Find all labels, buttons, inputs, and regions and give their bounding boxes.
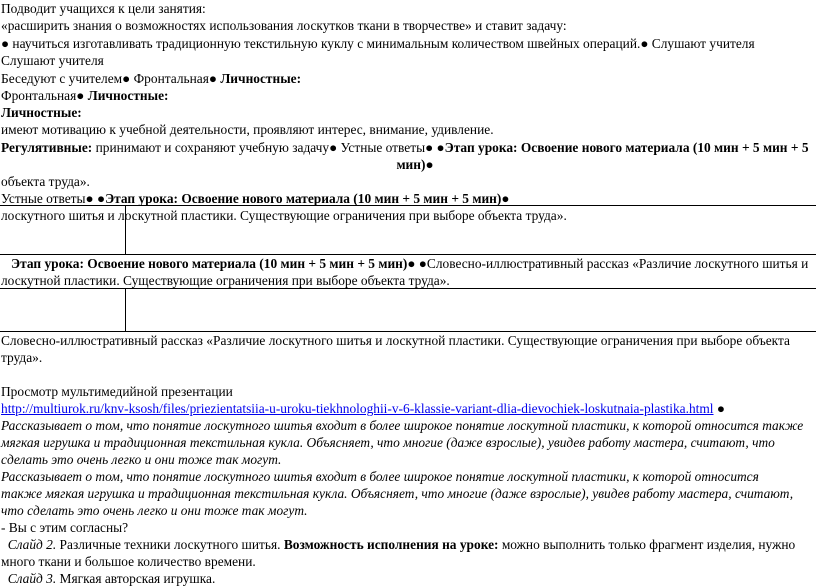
regulative-label: Регулятивные: [1, 140, 93, 155]
frontal-text: Фронтальная [1, 88, 77, 103]
presentation-link[interactable]: http://multiurok.ru/knv-ksosh/files/priezientatsiia-u-uroku-tiekhnologhii-v-6-klassie-variant-dlia-dievochiek-loskutnaia-plastika.html [1, 401, 714, 416]
line-frontal [1, 87, 168, 104]
task-students-listen: ● Слушают учителя [640, 36, 755, 51]
regulative-bullets: ● ● [425, 140, 445, 155]
slide-2-label: Слайд 2. [7, 537, 57, 552]
stage-story-bullets: ● ● [407, 256, 427, 271]
tells-5-text: также мягкая игрушка и традиционная текстильная кукла. Объясняет, что многие (даже взрослые), увидев работу мастера, считают, [1, 486, 794, 501]
talk-bullet: ● [208, 71, 221, 86]
talk-frontal: ● Фронтальная [122, 71, 209, 86]
tells-3-text: сделать это очень легко и они тоже так могут. [1, 452, 282, 467]
line-patchwork: лоскутного шитья и лоскутной пластики. Существующие ограничения при выборе объекта труда». [1, 208, 567, 223]
line-tells-3 [1, 451, 281, 468]
line-tells-2 [1, 434, 775, 451]
line-goal-quote: «расширить знания о возможностях использования лоскутков ткани в творчестве» и ставит задачу: [1, 18, 567, 33]
slide-3-text: Мягкая авторская игрушка. [56, 571, 216, 586]
line-personal-heading [1, 104, 82, 121]
line-stage-min [0, 156, 816, 173]
table-block-2 [0, 288, 816, 332]
line-slide-3 [1, 570, 215, 587]
slide-2-indent [1, 537, 8, 552]
link-bullet: ● [713, 401, 725, 416]
slide-3-label: Слайд 3. [7, 571, 57, 586]
line-labor: труда». [1, 350, 43, 365]
regulative-stage: Этап урока: Освоение нового материала (10 мин + 5 мин + 5 [444, 140, 809, 155]
tells-4-text: Рассказывает о том, что понятие лоскутного шитья входит в более широкое понятие лоскутной пластики, к которой относится [1, 469, 759, 484]
line-much-fabric: много ткани и большое количество времени. [1, 554, 256, 569]
oral-bullets: ● ● [85, 191, 106, 206]
line-regulative [1, 139, 809, 156]
table-divider-1 [125, 206, 126, 254]
line-tells-5 [1, 485, 793, 502]
tells-2-text: мягкая игрушка и традиционная текстильная кукла. Объясняет, что многие (даже взрослые), увидев работу мастера, считают, что [1, 435, 775, 450]
talk-text: Беседуют с учителем [1, 71, 123, 86]
line-slide-2 [1, 536, 795, 553]
stage-min-bullet: ● [425, 157, 434, 172]
slide-2-rest: можно выполнить только фрагмент изделия, нужно [498, 537, 796, 552]
tells-6-text: что сделать это очень легко и они тоже так могут. [1, 503, 308, 518]
oral-text: Устные ответы [1, 191, 86, 206]
tells-1-text: Рассказывает о том, что понятие лоскутного шитья входит в более широкое понятие лоскутной пластики, к которой относится также [1, 418, 804, 433]
frontal-personal: Личностные: [87, 88, 169, 103]
line-task [1, 35, 755, 52]
regulative-text: принимают и сохраняют учебную задачу [92, 140, 330, 155]
line-goal-intro: Подводит учащихся к цели занятия: [1, 1, 206, 16]
line-question: - Вы с этим согласны? [1, 520, 129, 535]
line-motivation: имеют мотивацию к учебной деятельности, проявляют интерес, внимание, удивление. [1, 122, 494, 137]
line-tells-1 [1, 417, 803, 434]
line-plastic: лоскутной пластики. Существующие ограничения при выборе объекта труда». [1, 273, 450, 288]
talk-personal: Личностные: [220, 71, 302, 86]
line-object-work: объекта труда». [1, 174, 90, 189]
line-verbal-story: Словесно-иллюстративный рассказ «Различие лоскутного шитья и лоскутной пластики. Существующие ограничения при выборе объекта [1, 333, 790, 348]
line-listen: Слушают учителя [1, 53, 104, 68]
oral-stage-bullet: ● [501, 191, 510, 206]
slide-2-bold: Возможность исполнения на уроке: [283, 537, 499, 552]
stage-story-title: Этап урока: Освоение нового материала (10 мин + 5 мин + 5 мин) [11, 256, 408, 271]
slide-2-text: Различные техники лоскутного шитья. [56, 537, 284, 552]
stage-story-text: Словесно-иллюстративный рассказ «Различие лоскутного шитья и [426, 256, 809, 271]
stage-min-text: мин) [396, 157, 426, 172]
slide-3-indent [1, 571, 8, 586]
line-link [1, 400, 725, 417]
line-talk [1, 70, 301, 87]
line-stage-story [1, 255, 808, 272]
table-block-1 [0, 205, 816, 255]
task-text: ● научиться изготавливать традиционную текстильную куклу с минимальным количеством швейных операций. [1, 36, 641, 51]
line-tells-4 [1, 468, 759, 485]
regulative-oral: ● Устные ответы [329, 140, 426, 155]
table-divider-2 [125, 289, 126, 331]
personal-heading: Личностные: [1, 105, 82, 120]
oral-stage: Этап урока: Освоение нового материала (10 мин + 5 мин + 5 мин) [105, 191, 502, 206]
frontal-bullet: ● [76, 88, 88, 103]
line-presentation: Просмотр мультимедийной презентации [1, 384, 233, 399]
stage-story-indent [1, 256, 11, 271]
line-tells-6 [1, 502, 308, 519]
